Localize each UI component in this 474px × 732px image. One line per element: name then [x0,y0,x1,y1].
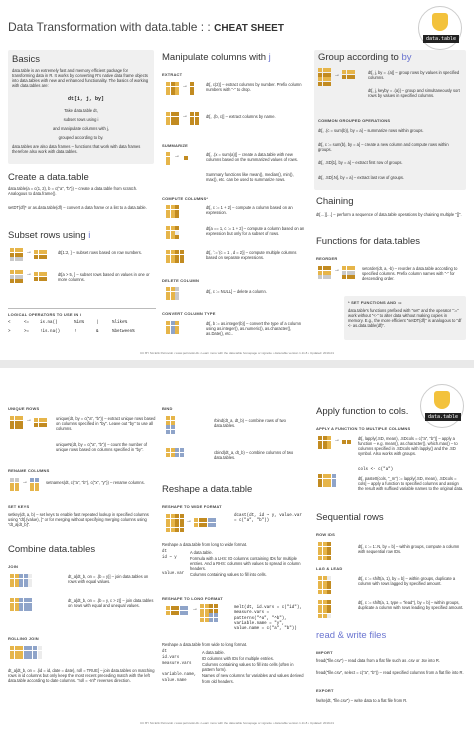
reorder-item-1: setorder(dt, a, -b) – reorder a data.table according to specified columns. Prefix column names with "-" for descending order. [362,266,458,282]
lag-item-1: dt[, c := shift(a, 1), by = b] – within groups, duplicate a column with rows lagged by specified amount. [358,576,456,587]
logical-operator: ! [74,330,77,335]
set-keys-item-1: setkey(dt, a, b) – set keys to enable fast repeated lookup in specified columns using "dt[.(value), ]" or for merging without specifying merging columns using "dt_a[dt_b]". [8,512,149,528]
compute-grid-2 [166,226,179,239]
reorder-grid-a [318,266,331,279]
hat-icon [432,13,448,31]
logical-operator: %between% [112,330,135,335]
argument-name: dt [162,550,167,554]
logo-text: data.table [425,413,461,421]
unique-item-1: unique(dt, by = c("a", "b")) – extract unique rows based on columns specified in "by". Leave out "by" to use all columns. [56,416,156,432]
group-grid-b [342,70,355,79]
compute-grid-1 [166,205,179,218]
rename-item-1: setnames(dt, c("a", "b"), c("x", "y")) – rename columns. [46,480,145,485]
create-item-2: setDT(df)* or as.data.table(df) – convert a data frame or a list to a data.table. [8,205,147,210]
cbind-grid [166,448,184,457]
functions-heading: Functions for data.tables [316,236,421,247]
export-item-1: fwrite(dt, "file.csv") – write data to a flat file from R. [316,698,408,703]
export-label: EXPORT [316,688,334,693]
apply-grid-b [342,440,351,444]
chaining-item-1: dt[…][…] – perform a sequence of data.table operations by chaining multiple "[]". [316,212,462,217]
apply-item-3: dt[, paste0(cols, "_m") := lapply(.SD, mean), .SDcols = cols] – apply a function to specified columns and assign the result with suffixed variable names to the original data. [358,476,464,492]
manip-heading [162,52,271,64]
logical-operators-label: LOGICAL OPERATORS TO USE IN i [8,312,82,317]
group-heading [318,52,411,64]
logical-operator: %like% [112,321,128,325]
argument-name: value.var [162,572,185,577]
arrow-icon: → [334,267,340,273]
logical-operator: | [96,321,99,325]
rename-grid-b [30,478,39,491]
argument-description: A data.table. [202,650,225,655]
basics-note: data.tables are also data frames – functions that work with data frames therefore also work with data.tables. [12,144,141,155]
subset-item-2: dt[a > 5, ] – subset rows based on values in one or more columns. [58,272,150,283]
argument-description: Columns containing values to fill into cells. [190,572,267,578]
group-op-4: dt[, .SD[.N], by = a] – extract last row of groups. [318,175,405,180]
group-heading-by: by [401,52,412,63]
logical-operators-table [8,321,156,336]
divider [8,308,156,309]
logical-operator: !is.na() [40,330,61,335]
row-ids-grid [318,542,331,560]
argument-name: dt [162,650,167,654]
apply-grid-a [318,436,331,449]
extract-label: EXTRACT [162,72,183,77]
common-grouped-label: COMMON GROUPED OPERATIONS [318,118,391,123]
row-ids-item-1: dt[, c := 1:.N, by = b] – within groups, compute a column with sequential row IDs. [358,544,460,555]
logical-operator: >= [24,330,30,335]
wide-grid-a [166,514,184,532]
arrow-icon: → [26,249,32,255]
extract-grid-b [190,82,194,95]
compute-label: COMPUTE COLUMNS* [162,196,209,201]
argument-name: variable.name, value.name [162,673,197,683]
cheatsheet-page-1 [0,0,474,360]
logical-operator: < [8,321,11,325]
subset-rows-grid-b [34,250,47,259]
unique-item-2: uniqueN(dt, by = c("a", "b")) – count the number of unique rows based on columns specified in "by". [56,442,148,453]
summarize-item-2: Summary functions like mean(), median(), min(), max(), etc. can be used to summarize rows. [206,172,294,183]
join-item-2: dt_a[dt_b, on = .(b = y, c > z)] – join data.tables on rows with equal and unequal values. [68,598,154,609]
group-op-3: dt[, .SD[1], by = a] – extract first row of groups. [318,160,403,165]
rbind-grid [166,416,175,434]
basics-step-3: and manipulate columns with j, [53,126,109,132]
import-item-1: fread("file.csv") – read data from a flat file such as .csv or .tsv into R. [316,658,440,663]
apply-grid-c [318,474,336,487]
arrow-icon: → [26,271,32,277]
page-title [8,20,284,36]
subset-heading-i: i [88,230,91,241]
logical-operator: %in% [74,321,85,325]
arrow-icon: → [334,72,340,78]
arrow-icon: → [192,606,198,612]
dcast-code: dcast(dt, id ~ y, value.var = c("a", "b")) [234,514,302,524]
basics-steps [12,108,150,140]
basics-step-1: Take data.table dt, [64,108,98,113]
argument-description: A data.table. [190,550,213,555]
hat-icon [434,391,450,409]
compute-item-3: dt[, `:=`(c = 1 , d = 2)] – compute multiple columns based on separate expressions. [206,250,297,261]
logical-operator: & [96,330,99,335]
lead-grid [318,600,331,618]
bind-label: BIND [162,406,173,411]
reshape-long-args [162,650,306,684]
arrow-icon: → [26,417,32,423]
footer-page-2: CC BY SA Erik Petrovski • www.petrovski.dk • Learn more with the data.table homepage or vignette • data.table version 1.11.8 • Updated: 2019-01 [139,721,335,725]
rbind-item-1: rbind(dt_a, dt_b) – combine rows of two data.tables. [214,418,286,429]
logo-text: data.table [423,35,459,43]
compute-item-2: dt[a == 1, c := 1 + 2] – compute a column based on an expression but only for a subset of rows. [206,226,305,237]
reshape-wide-label: RESHAPE TO WIDE FORMAT [162,504,222,509]
delete-item-1: dt[, c := NULL] – delete a column. [206,289,267,294]
wide-grid-b [194,518,216,527]
group-item-1: dt[, j, by = .(a)] – group rows by values in specified columns. [368,70,460,81]
extract-grid-a [166,82,179,95]
argument-description: Formula with a LHS: ID columns containing IDs for multiple entries. And a RHS: columns with values to spread in column headers. [190,556,301,572]
arrow-icon: → [22,479,28,485]
reshape-long-desc: Reshape a data.table from wide to long format. [162,642,248,647]
unique-grid-b [34,418,47,427]
long-grid-a [166,606,188,615]
subset-heading [8,230,90,242]
create-heading: Create a data.table [8,172,89,183]
argument-name: measure.vars [162,662,192,667]
basics-syntax: dt[i, j, by] [68,96,105,102]
subset-heading-text: Subset rows using [8,230,89,241]
data-table-logo [418,6,462,50]
delete-grid [166,287,179,300]
subset-item-1: dt[1:2, ] – subset rows based on row numbers. [58,250,142,255]
lag-grid [318,576,331,594]
rename-label: RENAME COLUMNS [8,468,50,473]
row-ids-label: ROW IDS [316,532,335,537]
set-keys-label: SET KEYS [8,504,30,509]
arrow-icon: → [334,437,340,443]
reshape-wide-desc: Reshape a data.table from long to wide format. [162,542,248,547]
group-item-2: dt[, j, keyby = .(a)] – group and simultaneously sort rows by values in specified columns. [368,88,460,99]
compute-grid-3 [166,250,184,263]
basics-heading: Basics [12,54,40,65]
unique-grid-a [10,416,23,429]
logical-operator: <= [24,321,30,325]
lag-lead-label: LAG & LEAD [316,566,343,571]
set-functions-item: data.table's functions prefixed with "set" and the operator ":=" work without "<-" to alter data without making copies in memory. E.g., the more efficient "setDT(df)" is analogous to "df <- as.data.table(df)". [348,308,462,329]
apply-item-1: dt[, lapply(.SD, mean), .SDcols = c("a", "b")] – apply a function – e.g. mean(), as.character(), which.max() – to columns specified in .SDcols with lapply() and the .SD symbol. Also works with groups. [358,436,458,457]
melt-code: melt(dt, id.vars = c("id"), measure.vars = patterns("^a", "^b"), variable.name = "y", value.name = c("a", "b")) [234,606,302,631]
apply-label: APPLY A FUNCTION TO MULTIPLE COLUMNS [316,426,411,431]
data-table-logo [420,384,464,428]
basics-step-2: subset rows using i [63,117,99,123]
reshape-heading: Reshape a data.table [162,484,253,495]
manip-heading-j: j [268,52,271,63]
summarize-grid-a [166,152,170,165]
basics-intro: data.table is an extremely fast and memory efficient package for transforming data in R. It works by converting R's native data frame objects into data.tables with new and enhanced functionality. The basics of working with data.tables are: [12,68,149,89]
extract-name-grid-a [166,112,179,125]
unique-rows-label: UNIQUE ROWS [8,406,40,411]
group-op-2: dt[, c := sum(b), by = a] – create a new column and compute rows within groups. [318,142,449,153]
reshape-long-label: RESHAPE TO LONG FORMAT [162,596,223,601]
extract-item-1: dt[, c(2)] – extract columns by number. Prefix column numbers with "-" to drop. [206,82,302,93]
summarize-item-1: dt[, .(x = sum(a))] – create a data.table with new columns based on the summarized values of rows. [206,152,298,163]
cbind-item-1: cbind(dt_a, dt_b) – combine columns of two data.tables. [214,450,294,461]
footer-page-1: CC BY SA Erik Petrovski • www.petrovski.dk • Learn more with the data.table homepage or vignette • data.table version 1.11.8 • Updated: 2019-01 [139,351,335,355]
title-strong: CHEAT SHEET [214,23,284,34]
subset-values-grid-b [34,272,47,281]
combine-heading: Combine data.tables [8,544,96,555]
create-item-1: data.table(a = c(1, 2), b = c("a", "b")) – create a data.table from scratch. Analogous to data.frame(). [8,186,138,197]
manip-heading-text: Manipulate columns with [162,52,269,63]
convert-grid [166,321,179,334]
summarize-label: SUMMARIZE [162,143,189,148]
arrow-icon: → [186,518,192,524]
read-write-heading: read & write files [316,630,387,641]
convert-item-1: dt[, b := as.integer(b)] – convert the type of a column using as.integer(), as.numeric(), as.character(), as.Date(), etc.. [206,321,302,337]
lead-item-1: dt[, c := shift(a, 1, type = "lead"), by = b] – within groups, duplicate a column with rows leading by specified amount. [358,600,464,611]
argument-description: Columns containing values to fill into cells (often in pattern form). [202,662,294,673]
logical-operator: > [8,330,11,335]
cheatsheet-page-2 [0,368,474,732]
rolling-join-item-1: dt_a[dt_b, on = .(id = id, date = date), roll = TRUE] – join data.tables on matching rows in id columns but only keep the most recent preceding match with the left data.table according to date columns. "roll = -Inf" reverses direction. [8,668,155,684]
argument-name: id ~ y [162,556,177,561]
arrow-icon: → [182,83,188,89]
apply-item-2: cols <- c("a") [358,468,394,472]
reshape-wide-args [162,550,306,578]
rename-grid-a [10,478,19,491]
title-text: Data Transformation with data.table : : [8,20,215,34]
arrow-icon: → [174,153,180,159]
rolling-join-label: ROLLING JOIN [8,636,39,641]
delete-label: DELETE COLUMN [162,278,200,283]
join-label: JOIN [8,564,19,569]
arrow-icon: → [182,113,188,119]
sequential-heading: Sequential rows [316,512,384,523]
argument-description: Names of new columns for variables and values derived from old headers. [202,673,304,684]
join-grid-2 [10,598,32,611]
join-grid-1 [10,574,32,587]
logical-operator: is.na() [40,321,58,325]
summarize-grid-b [184,156,188,160]
group-grid-a [318,68,331,86]
chaining-heading: Chaining [316,196,354,207]
extract-name-grid-b [190,112,199,125]
import-item-2: fread("file.csv", select = c("a", "b")) – read specified columns from a flat file into R. [316,670,464,675]
set-functions-label: * SET FUNCTIONS AND := [348,300,402,305]
join-item-1: dt_a[dt_b, on = .(b = y)] – join data.tables on rows with equal values. [68,574,149,585]
group-op-1: dt[, .(c = sum(b)), by = a] – summarize rows within groups. [318,128,424,133]
extract-item-2: dt[, .(b, c)] – extract columns by name. [206,114,276,119]
long-grid-b [200,604,218,622]
rolling-join-grid [10,646,42,659]
reorder-label: REORDER [316,256,338,261]
page-separator [0,360,474,368]
apply-heading: Apply function to cols. [316,406,409,417]
subset-rows-grid-a [10,248,23,261]
group-heading-text: Group according to [318,52,402,63]
reorder-grid-b [342,266,355,279]
argument-name: id.vars [162,656,180,661]
basics-step-4: grouped according to by. [58,135,104,141]
convert-label: CONVERT COLUMN TYPE [162,311,216,316]
compute-item-1: dt[, c := 1 + 2] – compute a column based on an expression. [206,205,293,216]
import-label: IMPORT [316,650,333,655]
argument-description: ID columns with IDs for multiple entries. [202,656,274,662]
subset-values-grid-a [10,270,23,283]
